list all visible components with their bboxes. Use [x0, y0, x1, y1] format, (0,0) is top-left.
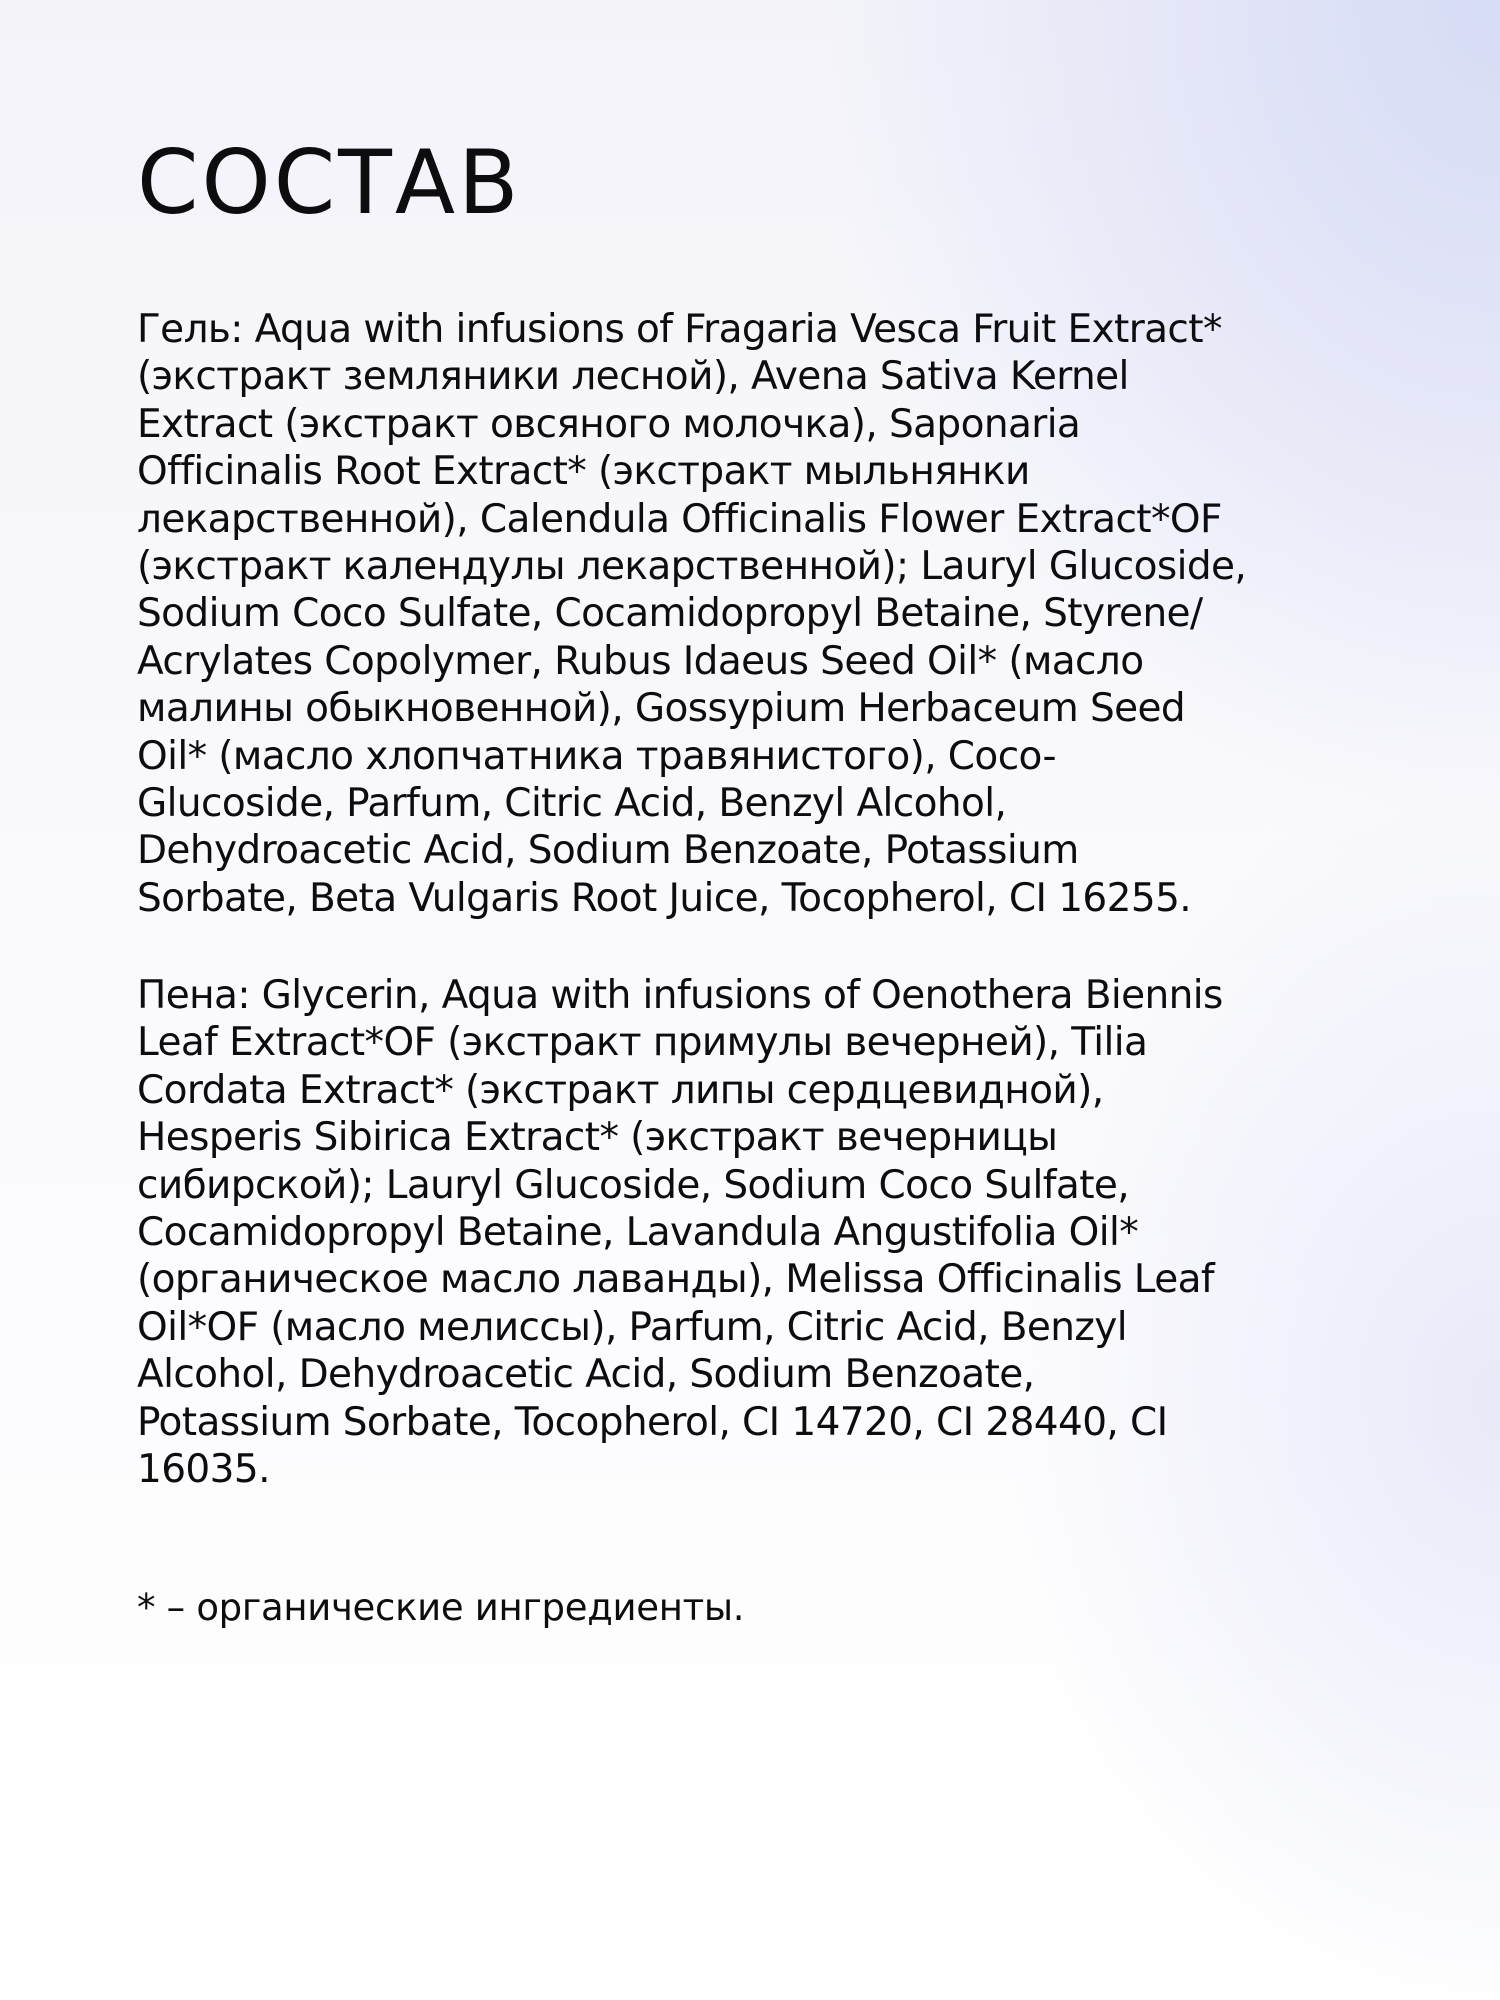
page-title: СОСТАВ [137, 131, 522, 234]
organic-footnote: * – органические ингредиенты. [137, 1586, 745, 1629]
gel-ingredients: Гель: Aqua with infusions of Fragaria Vesca Fruit Extract* (экстракт земляники лесной), Avena Sativa Kernel Extract (экстракт овсяного молочка), Saponaria Officinalis Root Extract* (экстракт мыльнянки лекарственной), Calendula Officinalis Flower Extract*OF (экстракт календулы лекарственной); Lauryl Glucoside, Sodium Coco Sulfate, Cocamidopropyl Betaine, Styrene/ Acrylates Copolymer, Rubus Idaeus Seed Oil* (масло малины обыкновенной), Gossypium Herbaceum Seed Oil* (масло хлопчатника травянистого), Coco- Glucoside, Parfum, Citric Acid, Benzyl Alcohol, Dehydroacetic Acid, Sodium Benzoate, Potassium Sorbate, Beta Vulgaris Root Juice, Tocopherol, CI 16255. [137, 307, 1247, 921]
foam-ingredients: Пена: Glycerin, Aqua with infusions of Oenothera Biennis Leaf Extract*OF (экстракт примулы вечерней), Tilia Cordata Extract* (экстракт липы сердцевидной), Hesperis Sibirica Extract* (экстракт вечерницы сибирской); Lauryl Glucoside, Sodium Coco Sulfate, Cocamidopropyl Betaine, Lavandula Angustifolia Oil* (органическое масло лаванды), Melissa Officinalis Leaf Oil*OF (масло мелиссы), Parfum, Citric Acid, Benzyl Alcohol, Dehydroacetic Acid, Sodium Benzoate, Potassium Sorbate, Tocopherol, CI 14720, CI 28440, CI 16035. [137, 973, 1223, 1493]
